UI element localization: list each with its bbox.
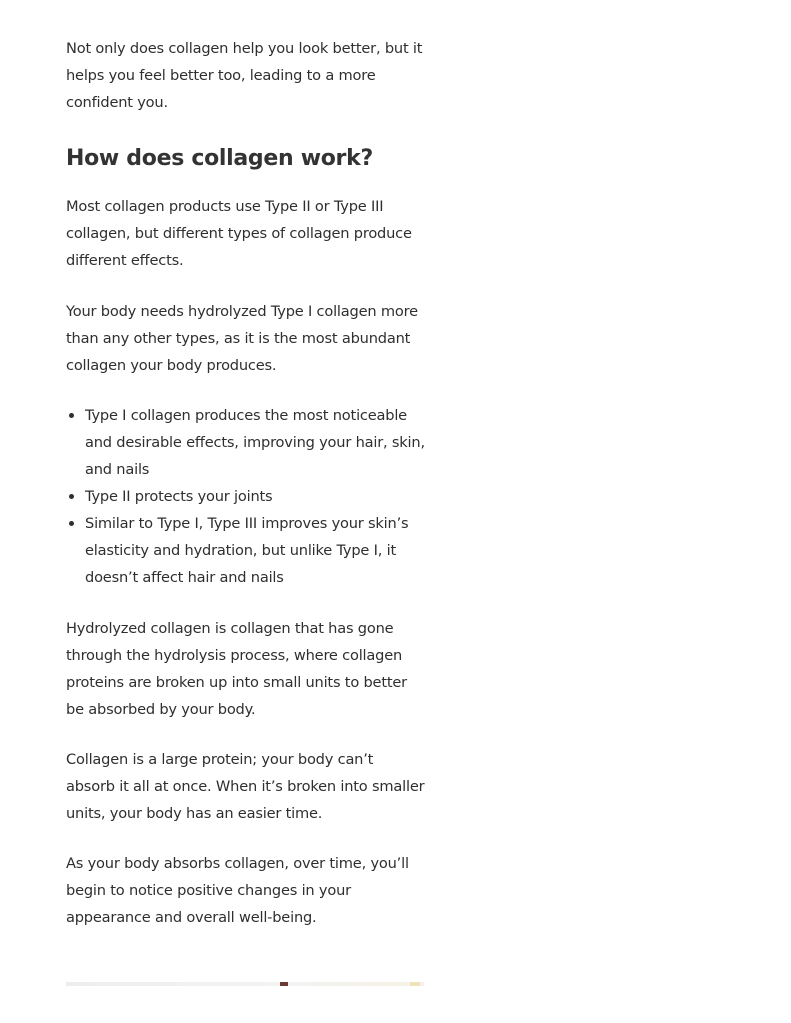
intro-paragraph: Not only does collagen help you look better, but it helps you feel better too, leading to a more confident you. — [66, 40, 423, 112]
list-item-text: Type I collagen produces the most noticeable and desirable effects, improving your hair, skin, and nails — [85, 406, 425, 479]
list-item — [66, 483, 426, 510]
image-detail — [410, 982, 420, 986]
article-image-top-edge — [66, 982, 424, 986]
list-item — [66, 402, 426, 483]
bullet-icon — [69, 494, 74, 499]
body-paragraph: Hydrolyzed collagen is collagen that has gone through the hydrolysis process, where collagen proteins are broken up into small units to better be absorbed by your body. — [66, 619, 407, 718]
body-paragraph: Collagen is a large protein; your body can’t absorb it all at once. When it’s broken into smaller units, your body has an easier time. — [66, 750, 425, 823]
article-body — [66, 35, 426, 931]
body-paragraph: Most collagen products use Type II or Type III collagen, but different types of collagen produce different effects. — [66, 198, 412, 270]
list-item — [66, 510, 426, 591]
body-paragraph: As your body absorbs collagen, over time, you’ll begin to notice positive changes in your appearance and overall well-being. — [66, 855, 409, 927]
bullet-icon — [69, 413, 74, 418]
bullet-icon — [69, 521, 74, 526]
list-item-text: Type II protects your joints — [85, 488, 273, 506]
collagen-types-list — [66, 402, 426, 592]
section-heading: How does collagen work? — [66, 146, 373, 172]
body-paragraph: Your body needs hydrolyzed Type I collagen more than any other types, as it is the most abundant collagen your body produces. — [66, 302, 418, 374]
image-detail — [280, 982, 288, 986]
list-item-text: Similar to Type I, Type III improves your skin’s elasticity and hydration, but unlike Type I, it doesn’t affect hair and nails — [85, 515, 409, 587]
